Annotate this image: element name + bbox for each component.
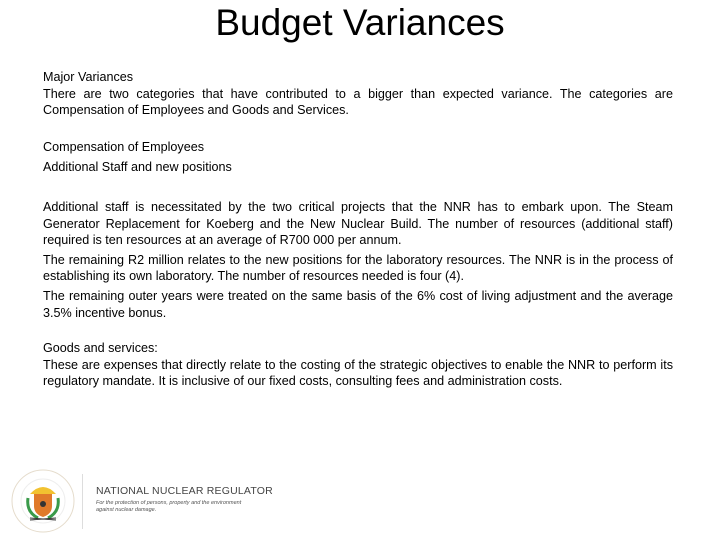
goods-heading: Goods and services: [43,341,158,356]
slide-title: Budget Variances [215,2,505,43]
org-tagline: For the protection of persons, property and the environment against nuclear damage. [96,500,242,513]
comp-p3: The remaining outer years were treated on the same basis of the 6% cost of living adjustment and the average 3.5% incentive bonus. [43,288,673,320]
major-heading: Major Variances [43,70,134,84]
comp-p1: Additional staff is necessitated by the two critical projects that the NNR has to embark upon. The Steam Generator Replacement for Koeberg and the New Nuclear Build. The number of resources (additional staff) required is ten resources at an average of R700 000 per annum. [43,199,673,248]
footer-logo [4,462,274,537]
nnr-seal-icon [10,468,76,534]
major-text: There are two categories that have contributed to a bigger than expected variance. The categories are Compensation of Employees and Goods and Services. [43,86,673,118]
org-name: NATIONAL NUCLEAR REGULATOR [96,485,273,497]
comp-sub: Additional Staff and new positions [43,160,232,175]
comp-heading: Compensation of Employees [43,139,205,154]
comp-p2: The remaining R2 million relates to the new positions for the laboratory resources. The NNR is in the process of establishing its own laboratory. The number of resources needed is four (4). [43,252,673,284]
slide-body [43,69,673,390]
goods-text: These are expenses that directly relate to the costing of the strategic objectives to enable the NNR to perform its regulatory mandate. It is inclusive of our fixed costs, consulting fees and administration costs. [43,357,673,389]
